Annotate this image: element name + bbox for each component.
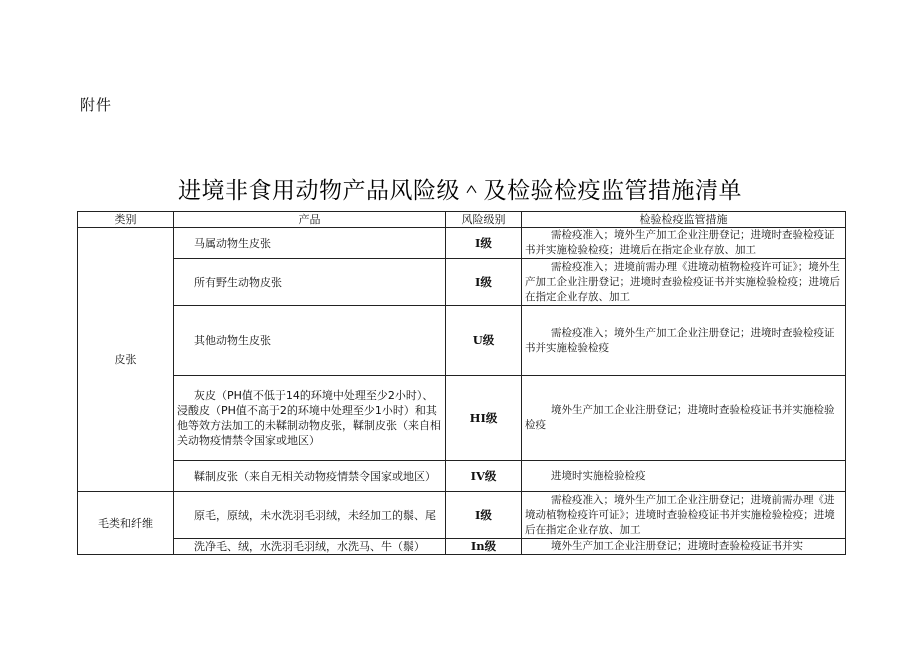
header-risk-level: 风险级别	[446, 212, 522, 228]
header-product: 产品	[174, 212, 446, 228]
measures-cell: 境外生产加工企业注册登记；进境时查验检疫证书并实施检验检疫	[522, 376, 846, 461]
category-cell: 毛类和纤维	[78, 492, 174, 555]
risk-level-cell: In级	[446, 539, 522, 555]
measures-cell: 需检疫准入；境外生产加工企业注册登记；进境时查验检疫证书并实施检验检疫	[522, 306, 846, 376]
risk-level-cell: HI级	[446, 376, 522, 461]
product-cell: 其他动物生皮张	[174, 306, 446, 376]
product-cell: 鞣制皮张（来自无相关动物疫情禁令国家或地区）	[174, 461, 446, 492]
table-row	[78, 376, 846, 461]
table-row	[78, 306, 846, 376]
risk-measures-table	[77, 211, 846, 555]
table-row	[78, 259, 846, 306]
table-header-row	[78, 212, 846, 228]
product-cell: 马属动物生皮张	[174, 228, 446, 259]
category-cell: 皮张	[78, 228, 174, 492]
table-row	[78, 492, 846, 539]
risk-level-cell: IV级	[446, 461, 522, 492]
measures-cell: 需检疫准入；境外生产加工企业注册登记；进境前需办理《进境动植物检疫许可证》；进境时查验检疫证书并实施检验检疫；进境后在指定企业存放、加工	[522, 492, 846, 539]
product-cell: 原毛，原绒，未水洗羽毛羽绒，未经加工的鬃、尾	[174, 492, 446, 539]
product-cell: 洗净毛、绒，水洗羽毛羽绒，水洗马、牛（鬃）	[174, 539, 446, 555]
product-cell: 灰皮（PH值不低于14的环境中处理至少2小时）、浸酸皮（PH值不高于2的环境中处理至少1小时）和其他等效方法加工的未鞣制动物皮张，鞣制皮张（来自相关动物疫情禁令国家或地区）	[174, 376, 446, 461]
measures-cell: 需检疫准入；境外生产加工企业注册登记；进境时查验检疫证书并实施检验检疫；进境后在指定企业存放、加工	[522, 228, 846, 259]
header-measures: 检验检疫监管措施	[522, 212, 846, 228]
risk-level-cell: U级	[446, 306, 522, 376]
table-row	[78, 539, 846, 555]
risk-level-cell: I级	[446, 259, 522, 306]
product-cell: 所有野生动物皮张	[174, 259, 446, 306]
page-title: 进境非食用动物产品风险级＾及检验检疫监管措施清单	[178, 178, 742, 204]
measures-cell: 进境时实施检验检疫	[522, 461, 846, 492]
header-category: 类别	[78, 212, 174, 228]
attachment-label: 附件	[80, 96, 113, 114]
table-row	[78, 228, 846, 259]
risk-level-cell: I级	[446, 492, 522, 539]
measures-cell: 需检疫准入；进境前需办理《进境动植物检疫许可证》；境外生产加工企业注册登记；进境时查验检疫证书并实施检验检疫；进境后在指定企业存放、加工	[522, 259, 846, 306]
table-row	[78, 461, 846, 492]
risk-level-cell: I级	[446, 228, 522, 259]
measures-cell: 境外生产加工企业注册登记；进境时查验检疫证书并实	[522, 539, 846, 555]
